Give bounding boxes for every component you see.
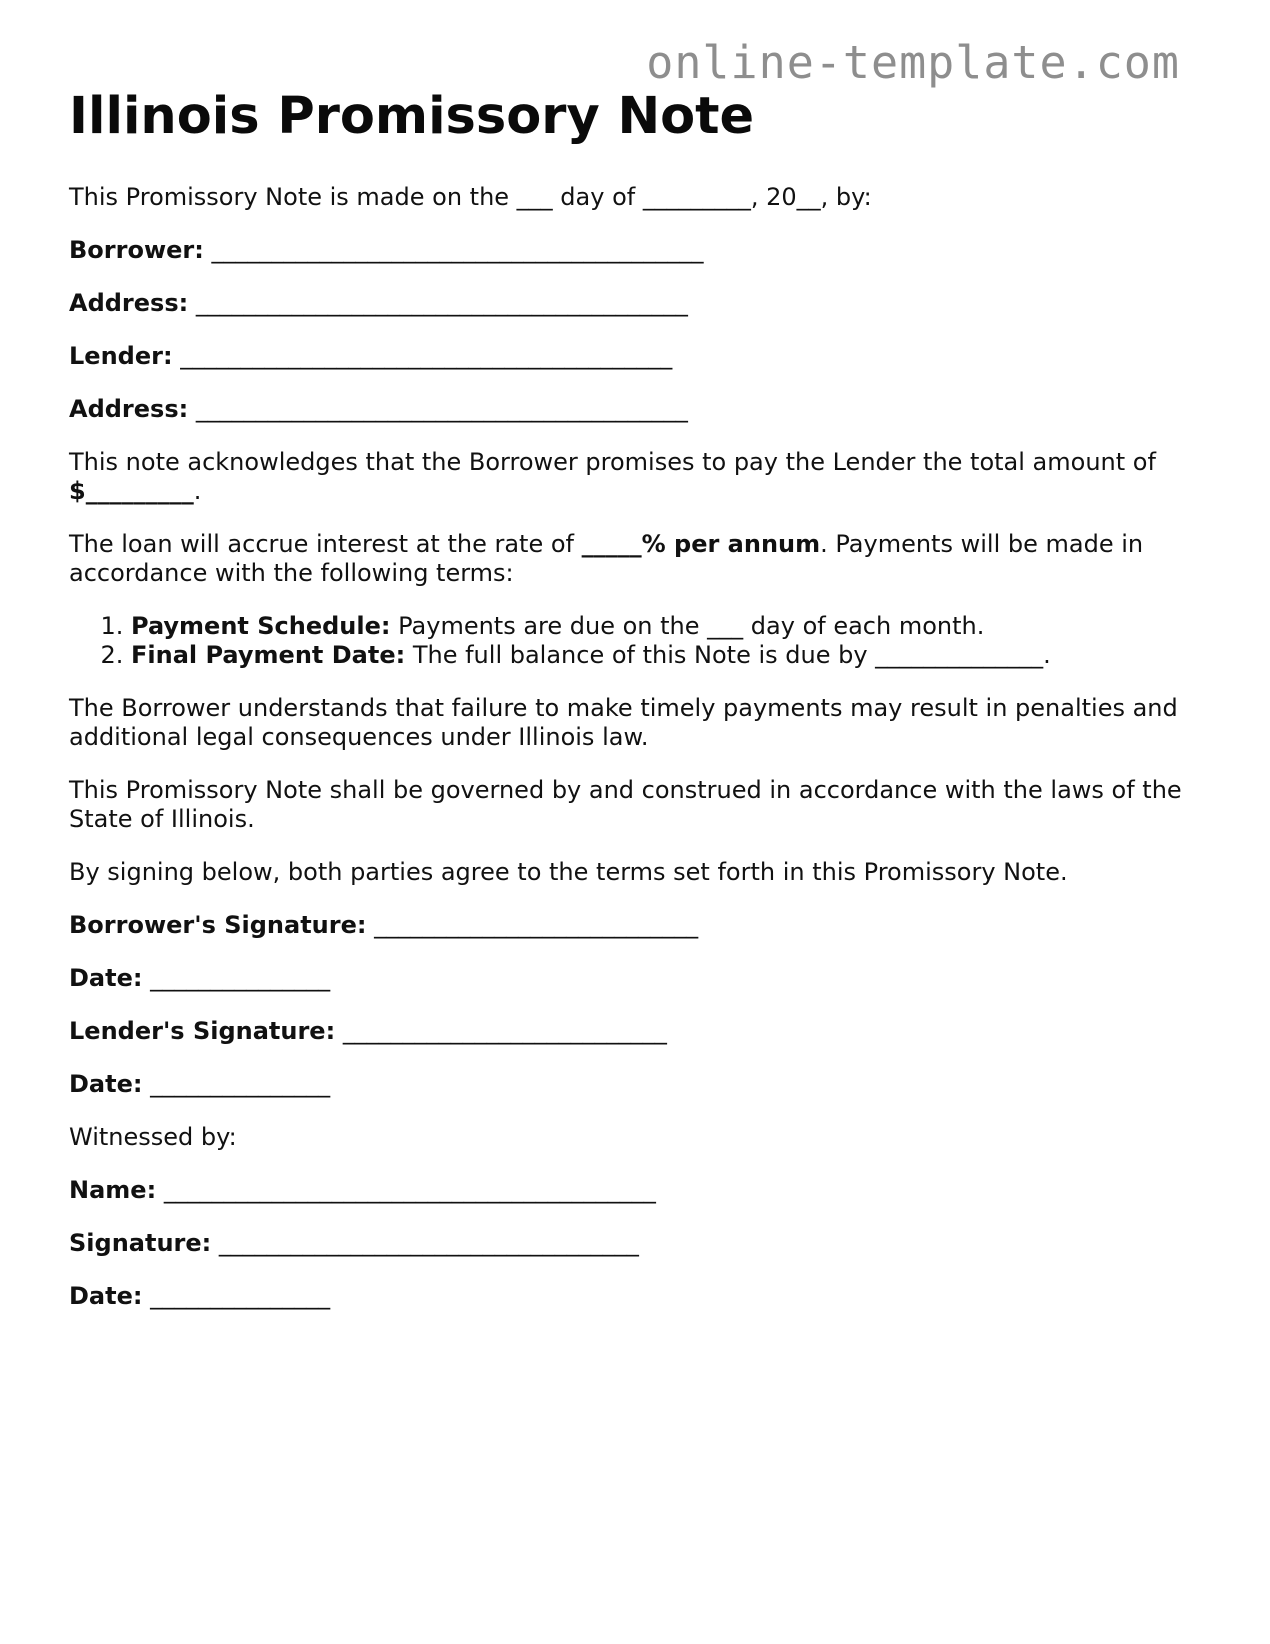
borrower-blank[interactable]: _________________________________________ bbox=[211, 236, 704, 265]
witness-date-blank[interactable]: _______________ bbox=[150, 1282, 331, 1311]
term-text: Payments are due on the ___ day of each month. bbox=[398, 612, 985, 641]
list-item bbox=[131, 641, 1199, 670]
terms-list bbox=[69, 612, 1199, 670]
borrower-signature-blank[interactable]: ___________________________ bbox=[374, 911, 699, 940]
borrower-field bbox=[69, 236, 1199, 265]
intro-line: This Promissory Note is made on the ___ day of _________, 20__, by: bbox=[69, 183, 872, 212]
interest-post: . Payments will be made in accordance with the following terms: bbox=[69, 530, 1144, 588]
lender-date-blank[interactable]: _______________ bbox=[150, 1070, 331, 1099]
term-label: Payment Schedule: bbox=[131, 612, 391, 641]
borrower-address-label: Address: bbox=[69, 289, 189, 318]
lender-address-blank[interactable]: _________________________________________ bbox=[195, 395, 688, 424]
watermark: online-template.com bbox=[646, 36, 1180, 89]
borrower-date-field bbox=[69, 964, 1199, 993]
witness-heading: Witnessed by: bbox=[69, 1123, 237, 1152]
borrower-address-field bbox=[69, 289, 1199, 318]
lender-signature-field bbox=[69, 1017, 1199, 1046]
interest-pre: The loan will accrue interest at the rate of bbox=[69, 530, 574, 559]
lender-label: Lender: bbox=[69, 342, 173, 371]
document-page bbox=[69, 86, 1199, 1335]
lender-signature-blank[interactable]: ___________________________ bbox=[342, 1017, 667, 1046]
borrower-date-label: Date: bbox=[69, 964, 143, 993]
lender-date-label: Date: bbox=[69, 1070, 143, 1099]
borrower-signature-field bbox=[69, 911, 1199, 940]
borrower-address-blank[interactable]: _________________________________________ bbox=[195, 289, 688, 318]
witness-name-blank[interactable]: _________________________________________ bbox=[163, 1176, 656, 1205]
interest-paragraph bbox=[69, 530, 1199, 588]
witness-date-field bbox=[69, 1282, 1199, 1311]
borrower-date-blank[interactable]: _______________ bbox=[150, 964, 331, 993]
agreement-paragraph: By signing below, both parties agree to the terms set forth in this Promissory Note. bbox=[69, 858, 1068, 887]
lender-date-field bbox=[69, 1070, 1199, 1099]
borrower-signature-label: Borrower's Signature: bbox=[69, 911, 367, 940]
witness-signature-label: Signature: bbox=[69, 1229, 212, 1258]
amount-blank[interactable]: $_________ bbox=[69, 477, 194, 506]
amount-text: This note acknowledges that the Borrower promises to pay the Lender the total amount of bbox=[69, 448, 1156, 477]
amount-end: . bbox=[193, 477, 202, 506]
governing-law-paragraph: This Promissory Note shall be governed by and construed in accordance with the laws of the State of Illinois. bbox=[69, 776, 1182, 834]
lender-address-field bbox=[69, 395, 1199, 424]
witness-signature-blank[interactable]: ___________________________________ bbox=[218, 1229, 639, 1258]
witness-name-label: Name: bbox=[69, 1176, 157, 1205]
borrower-label: Borrower: bbox=[69, 236, 204, 265]
page-title: Illinois Promissory Note bbox=[69, 87, 755, 146]
amount-paragraph bbox=[69, 448, 1199, 506]
witness-date-label: Date: bbox=[69, 1282, 143, 1311]
witness-signature-field bbox=[69, 1229, 1199, 1258]
lender-blank[interactable]: _________________________________________ bbox=[180, 342, 673, 371]
lender-field bbox=[69, 342, 1199, 371]
witness-name-field bbox=[69, 1176, 1199, 1205]
lender-signature-label: Lender's Signature: bbox=[69, 1017, 336, 1046]
list-item bbox=[131, 612, 1199, 641]
lender-address-label: Address: bbox=[69, 395, 189, 424]
interest-rate-blank[interactable]: _____% per annum bbox=[581, 530, 821, 559]
penalty-paragraph: The Borrower understands that failure to make timely payments may result in penalties and additional legal consequences under Illinois law. bbox=[69, 694, 1178, 752]
term-text: The full balance of this Note is due by ______________. bbox=[412, 641, 1051, 670]
term-label: Final Payment Date: bbox=[131, 641, 406, 670]
